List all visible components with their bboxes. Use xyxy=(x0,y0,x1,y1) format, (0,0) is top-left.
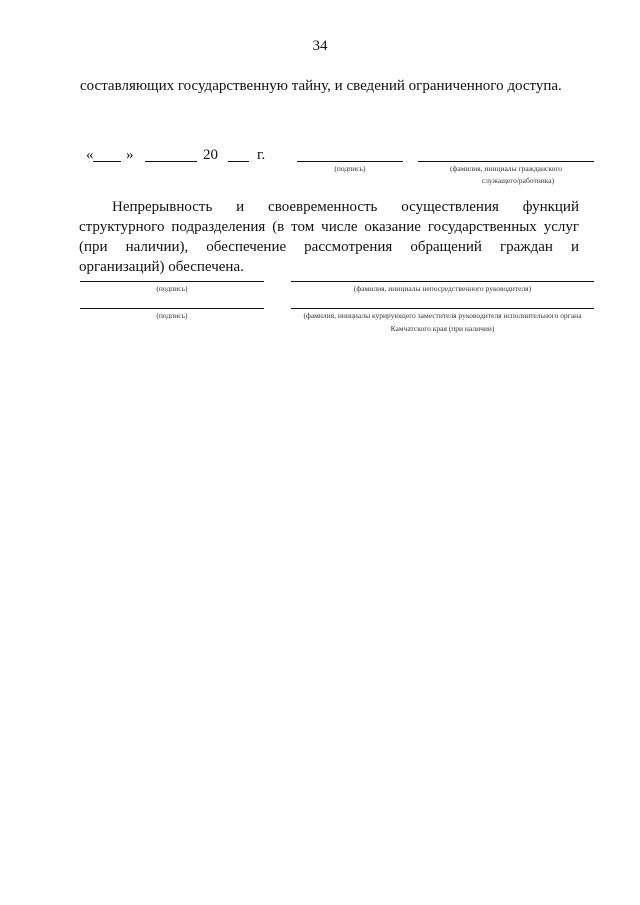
manager-signature-line xyxy=(80,281,264,282)
deputy-signature-line xyxy=(80,308,264,309)
deputy-name-caption-2: Камчатского края (при наличии) xyxy=(390,324,495,333)
manager-name-caption: (фамилия, инициалы непосредственного руководителя) xyxy=(353,284,532,293)
date-close-quote: » xyxy=(126,147,134,163)
day-blank xyxy=(93,161,121,162)
employee-name-line xyxy=(418,161,594,162)
employee-signature-line xyxy=(297,161,403,162)
deputy-signature-caption: (подпись) xyxy=(156,311,188,320)
manager-signature-caption: (подпись) xyxy=(156,284,188,293)
date-open-quote: « xyxy=(86,147,94,163)
employee-signature-caption: (подпись) xyxy=(334,164,366,173)
employee-name-caption-1: (фамилия, инициалы гражданского xyxy=(450,164,562,173)
employee-name-caption-2: служащего/работника) xyxy=(481,176,555,185)
month-blank xyxy=(145,161,197,162)
deputy-name-line xyxy=(291,308,594,309)
manager-name-line xyxy=(291,281,594,282)
year-suffix: г. xyxy=(257,147,266,163)
year-blank xyxy=(228,161,249,162)
year-prefix: 20 xyxy=(203,147,218,163)
deputy-name-caption-1: (фамилия, инициалы курирующего заместителя руководителя исполнительного органа xyxy=(303,311,582,320)
continuity-statement: Непрерывность и своевременность осуществления функций структурного подразделения (в том числе оказание государственных услуг (при наличии), обеспечение рассмотрения обращений граждан и организаций) обеспечена. xyxy=(79,199,579,275)
intro-line: составляющих государственную тайну, и сведений ограниченного доступа. xyxy=(80,78,562,94)
page-number: 34 xyxy=(312,38,328,54)
